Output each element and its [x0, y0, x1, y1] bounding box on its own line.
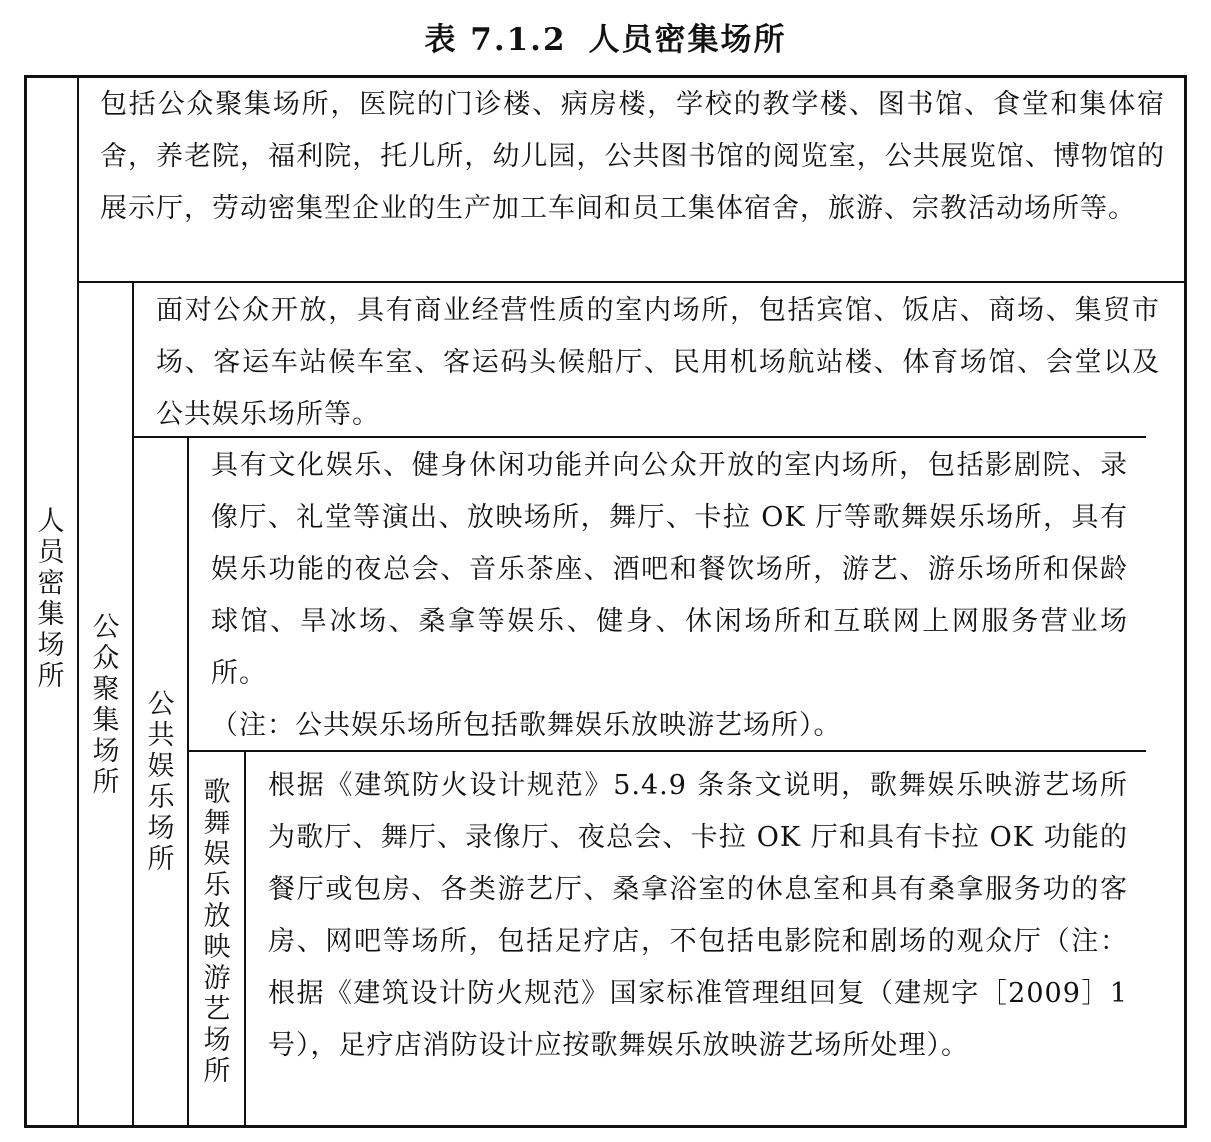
- divider-col-3: [187, 438, 189, 1127]
- table-number: 表 7.1.2: [424, 22, 567, 58]
- label-level4: 歌 舞 娱 乐 放 映 游 艺 场 所: [203, 777, 231, 1087]
- table-title-text: 人员密集场所: [588, 22, 787, 58]
- description-level3-note: （注：公共娱乐场所包括歌舞娱乐放映游艺场所）。: [211, 710, 842, 741]
- table-title: [0, 14, 1211, 59]
- divider-col-2: [132, 283, 134, 1127]
- divider-col-1: [77, 76, 79, 1127]
- divider-row-1: [77, 281, 1185, 283]
- description-level1-text: 包括公众聚集场所，医院的门诊楼、病房楼，学校的教学楼、图书馆、食堂和集体宿舍，养老院，福利院，托儿所，幼儿园，公共图书馆的阅览室，公共展览馆、博物馆的展示厅，劳动密集型企业的生产加工车间和员工集体宿舍，旅游、宗教活动场所等。: [100, 89, 1165, 224]
- label-level3: 公 共 娱 乐 场 所: [147, 689, 175, 875]
- description-level3-text: 具有文化娱乐、健身休闲功能并向公众开放的室内场所，包括影剧院、录像厅、礼堂等演出、放映场所，舞厅、卡拉 OK 厅等歌舞娱乐场所，具有娱乐功能的夜总会、音乐茶座、酒吧和餐饮场所，游艺、游乐场所和保龄球馆、旱冰场、桑拿等娱乐、健身、休闲场所和互联网上网服务营业场所。: [211, 450, 1128, 689]
- description-level2: [156, 285, 1160, 441]
- description-level2-text: 面对公众开放，具有商业经营性质的室内场所，包括宾馆、饭店、商场、集贸市场、客运车站候车室、客运码头候船厅、民用机场航站楼、体育场馆、会堂以及公共娱乐场所等。: [156, 295, 1160, 430]
- description-level4: [268, 760, 1128, 1072]
- label-level2: 公 众 聚 集 场 所: [92, 612, 120, 798]
- divider-col-4: [244, 752, 246, 1127]
- description-level1: [100, 79, 1165, 235]
- label-level1: 人 员 密 集 场 所: [37, 506, 65, 692]
- description-level3: [211, 440, 1128, 752]
- description-level4-text: 根据《建筑防火设计规范》5.4.9 条条文说明，歌舞娱乐映游艺场所为歌厅、舞厅、录像厅、夜总会、卡拉 OK 厅和具有卡拉 OK 功能的餐厅或包房、各类游艺厅、桑拿浴室的休息室和具有桑拿服务功的客房、网吧等场所，包括足疗店，不包括电影院和剧场的观众厅（注：根据《建筑设计防火规范》国家标准管理组回复（建规字［2009］1 号），足疗店消防设计应按歌舞娱乐放映游艺场所处理）。: [268, 770, 1128, 1061]
